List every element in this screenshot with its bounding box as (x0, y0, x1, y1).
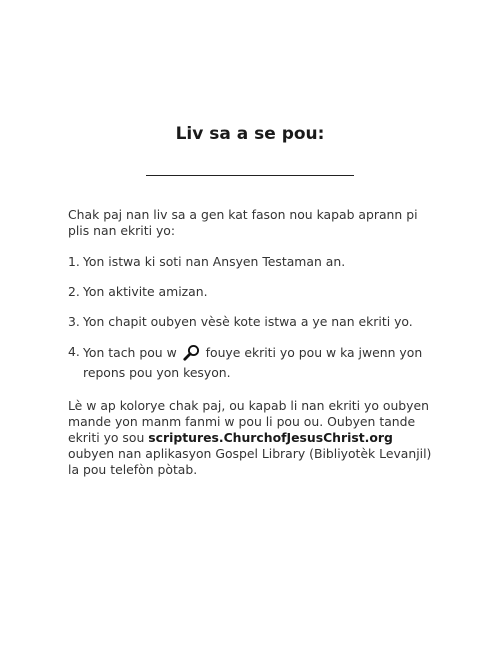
list-number: 2. (68, 284, 80, 299)
closing-paragraph (68, 398, 438, 478)
list-item (68, 284, 440, 300)
list-number: 4. (68, 344, 80, 359)
ways-list (68, 254, 440, 395)
intro-paragraph: Chak paj nan liv sa a gen kat fason nou kapab aprann pi plis nan ekriti yo: (68, 207, 418, 238)
page-title: Liv sa a se pou: (175, 124, 325, 144)
scriptures-website: scriptures.ChurchofJesusChrist.org (148, 430, 393, 445)
list-item (68, 344, 440, 381)
list-item (68, 314, 440, 330)
list-item-text: Yon istwa ki soti nan Ansyen Testaman an. (83, 254, 346, 269)
closing-text-part2: oubyen nan aplikasyon Gospel Library (Bibliyotèk Levanjil) la pou telefòn pòtab. (68, 446, 432, 477)
list-item-text: Yon chapit oubyen vèsè kote istwa a ye nan ekriti yo. (83, 314, 413, 329)
closing-text-part1: Lè w ap kolorye chak paj, ou kapab li nan ekriti yo oubyen mande yon manm fanmi w pou li pou ou. Oubyen tande ekriti yo sou (68, 398, 429, 445)
list-number: 1. (68, 254, 80, 269)
name-blank-line (146, 175, 354, 176)
list-item-text-after: fouye ekriti yo pou w ka jwenn yon repons pou yon kesyon. (83, 345, 423, 380)
magnifying-glass-icon (183, 344, 200, 365)
list-item-text: Yon aktivite amizan. (83, 284, 208, 299)
list-number: 3. (68, 314, 80, 329)
list-item (68, 254, 440, 270)
list-item-text-before: Yon tach pou w (83, 345, 177, 360)
